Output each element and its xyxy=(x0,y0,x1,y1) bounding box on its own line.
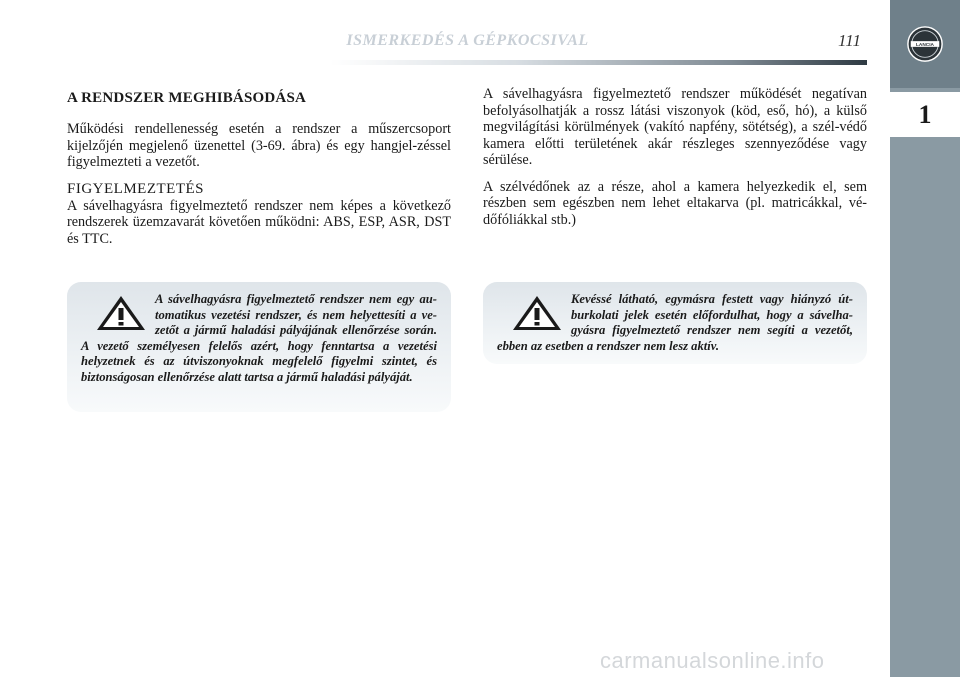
warning-box-driver-responsibility xyxy=(67,282,451,412)
warning-label: FIGYELMEZTETÉS xyxy=(67,180,204,197)
lancia-logo-icon xyxy=(906,25,944,63)
section-heading: A RENDSZER MEGHIBÁSODÁSA xyxy=(67,90,307,106)
logo-text: LANCIA xyxy=(916,42,934,48)
warning-triangle-icon xyxy=(95,294,147,332)
failure-paragraph: Működési rendellenesség esetén a rendszer a műszercsoport kijelzőjén megjelenő üzenettel (3-69. ábra) és egy hangjel-zéssel figyelmezteti a vezetőt. xyxy=(67,121,451,170)
warning-box-lane-markings xyxy=(483,282,867,364)
page-number: 111 xyxy=(838,31,861,50)
chapter-number: 1 xyxy=(890,92,960,137)
visibility-paragraph: A sávelhagyásra figyelmeztető rendszer működését negatívan befolyásolhatják a rossz látási viszonyok (köd, eső, hó), a külső megvilágítási körülmények (vakító napfény, sötétség), a szél-védő kamera előtti területének akár részleges szennyeződése vagy sérülése. xyxy=(483,86,867,168)
left-column xyxy=(67,86,451,247)
brand-logo-box xyxy=(890,0,960,88)
warning-box-text: Kevéssé látható, egymásra festett vagy hiányzó út-burkolati jelek esetén előfordulhat, hogy a sávelha-gyásra figyelmeztető rendszer nem segíti a vezetőt, ebben az esetben a rendszer nem lesz aktív. xyxy=(497,292,853,353)
watermark: carmanualsonline.info xyxy=(600,648,825,673)
running-header-title: ISMERKEDÉS A GÉPKOCSIVAL xyxy=(346,32,589,49)
right-column xyxy=(483,86,867,238)
warning-box-text: A sávelhagyásra figyelmeztető rendszer nem egy au-tomatikus vezetési rendszer, és nem helyettesíti a ve-zetőt a jármű haladási pályájának ellenőrzése során. A vezető személyesen felelős azért, hogy fenntartsa a vezetési helyzetnek és az útviszonyoknak megfelelő figyelmi szintet, és biztonságosan ellenőrzése alatt tartsa a jármű haladási pályáját. xyxy=(81,292,437,384)
warning-triangle-icon xyxy=(511,294,563,332)
warning-paragraph: A sávelhagyásra figyelmeztető rendszer nem képes a következő rendszerek üzemzavarát követően működni: ABS, ESP, ASR, DST és TTC. xyxy=(67,197,451,247)
header-rule xyxy=(330,60,867,65)
windshield-paragraph: A szélvédőnek az a része, ahol a kamera helyezkedik el, sem részben sem egészben nem lehet eltakarva (pl. matricákkal, vé-dőfóliákkal stb.) xyxy=(483,178,867,228)
